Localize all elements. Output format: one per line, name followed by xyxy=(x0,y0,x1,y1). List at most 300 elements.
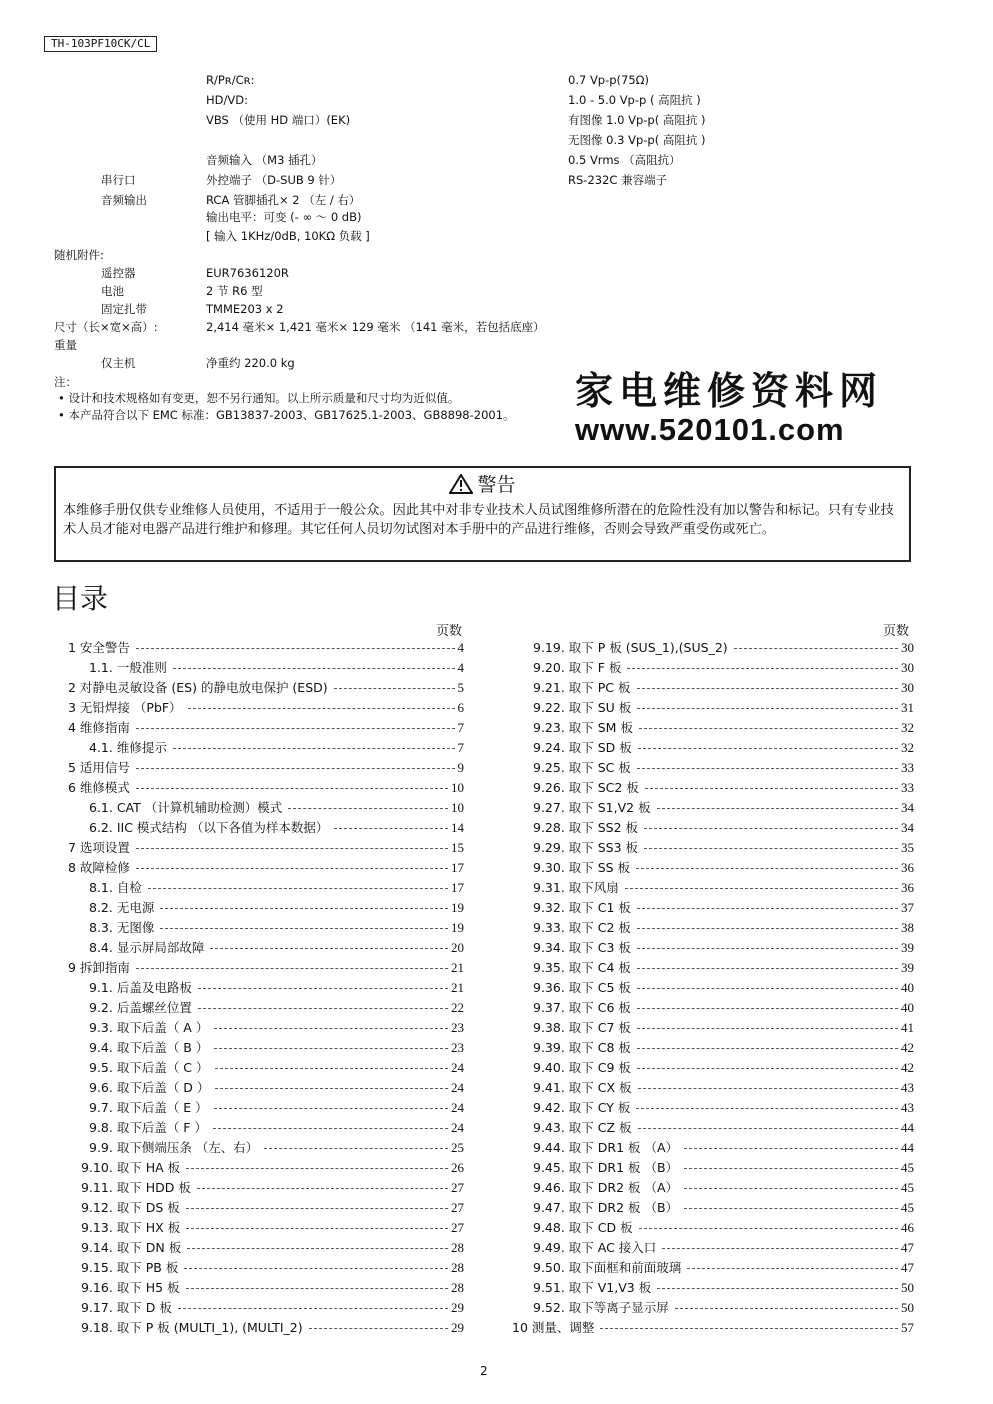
toc-entry[interactable] xyxy=(89,738,464,758)
toc-leader xyxy=(637,1048,898,1049)
toc-leader xyxy=(637,708,898,709)
toc-entry-label: 9.43. 取下 CZ 板 xyxy=(533,1120,632,1135)
toc-entry-label: 9.38. 取下 C7 板 xyxy=(533,1020,631,1035)
toc-entry[interactable] xyxy=(533,918,914,938)
toc-entry[interactable] xyxy=(68,758,464,778)
watermark-url: www.520101.com xyxy=(575,412,845,447)
toc-entry-page: 46 xyxy=(901,1220,914,1235)
toc-entry[interactable] xyxy=(81,1238,464,1258)
warning-header xyxy=(56,474,909,496)
toc-leader xyxy=(188,708,455,709)
toc-leader xyxy=(334,828,448,829)
toc-leader xyxy=(637,1068,898,1069)
toc-leader xyxy=(687,1268,898,1269)
toc-entry-page: 27 xyxy=(451,1180,464,1195)
toc-entry-page: 4 xyxy=(457,640,464,655)
toc-entry-page: 30 xyxy=(901,640,914,655)
toc-entry-page: 28 xyxy=(451,1260,464,1275)
toc-entry-label: 9.19. 取下 P 板 (SUS_1),(SUS_2) xyxy=(533,640,728,655)
toc-entry[interactable] xyxy=(533,1078,914,1098)
spec-value: 有图像 1.0 Vp-p( 高阻抗 ) xyxy=(568,113,706,127)
toc-entry[interactable] xyxy=(533,738,914,758)
toc-leader xyxy=(136,848,448,849)
toc-entry-page: 39 xyxy=(901,960,914,975)
toc-entry-page: 42 xyxy=(901,1060,914,1075)
toc-leader xyxy=(638,748,898,749)
toc-entry-label: 9.50. 取下面框和前面玻璃 xyxy=(533,1260,682,1275)
toc-leader xyxy=(214,1028,448,1029)
toc-entry-label: 9 拆卸指南 xyxy=(68,960,130,975)
toc-entry-label: 10 测量、调整 xyxy=(512,1320,595,1335)
toc-entry-label: 7 选项设置 xyxy=(68,840,130,855)
toc-entry-label: 9.24. 取下 SD 板 xyxy=(533,740,632,755)
toc-entry-label: 9.42. 取下 CY 板 xyxy=(533,1100,631,1115)
toc-entry-page: 38 xyxy=(901,920,914,935)
toc-entry-label: 9.27. 取下 S1,V2 板 xyxy=(533,800,651,815)
spec-value: RS-232C 兼容端子 xyxy=(568,173,668,187)
toc-entry[interactable] xyxy=(68,858,464,878)
spec-item: 音频输入 （M3 插孔） xyxy=(206,153,323,167)
spec-item: R/Pʀ/Cʀ: xyxy=(206,73,255,87)
toc-leader xyxy=(638,1088,898,1089)
toc-entry[interactable] xyxy=(89,1078,464,1098)
toc-entry[interactable] xyxy=(68,778,464,798)
toc-entry[interactable] xyxy=(533,1298,914,1318)
toc-entry-label: 9.23. 取下 SM 板 xyxy=(533,720,633,735)
toc-entry-label: 9.15. 取下 PB 板 xyxy=(81,1260,179,1275)
toc-entry-label: 4.1. 维修提示 xyxy=(89,740,167,755)
toc-leader xyxy=(637,988,898,989)
toc-leader xyxy=(684,1188,898,1189)
toc-leader xyxy=(184,1268,448,1269)
toc-leader xyxy=(148,888,448,889)
toc-leader xyxy=(213,1128,448,1129)
toc-entry-page: 37 xyxy=(901,900,914,915)
toc-entry-label: 8.3. 无图像 xyxy=(89,920,155,935)
toc-entry-page: 33 xyxy=(901,760,914,775)
toc-entry[interactable] xyxy=(89,938,464,958)
spec-value: 1.0 - 5.0 Vp-p ( 高阻抗 ) xyxy=(568,93,701,107)
toc-entry[interactable] xyxy=(533,778,914,798)
toc-entry-page: 21 xyxy=(451,980,464,995)
toc-entry-label: 9.32. 取下 C1 板 xyxy=(533,900,631,915)
toc-entry-label: 9.37. 取下 C6 板 xyxy=(533,1000,631,1015)
toc-entry-page: 39 xyxy=(901,940,914,955)
toc-entry[interactable] xyxy=(533,898,914,918)
toc-entry-page: 36 xyxy=(901,860,914,875)
toc-entry[interactable] xyxy=(533,798,914,818)
spec-item: HD/VD: xyxy=(206,93,248,107)
toc-entry[interactable] xyxy=(68,638,464,658)
toc-leader xyxy=(637,1008,898,1009)
toc-entry[interactable] xyxy=(533,1218,914,1238)
toc-leader xyxy=(173,748,455,749)
toc-entry-page: 14 xyxy=(451,820,464,835)
toc-entry[interactable] xyxy=(533,958,914,978)
toc-leader xyxy=(187,1248,448,1249)
toc-entry[interactable] xyxy=(68,838,464,858)
toc-entry-label: 9.7. 取下后盖（ E ） xyxy=(89,1100,208,1115)
toc-leader xyxy=(684,1148,898,1149)
toc-leader xyxy=(657,808,898,809)
toc-leader xyxy=(334,688,455,689)
toc-leader xyxy=(309,1328,448,1329)
toc-entry-label: 9.20. 取下 F 板 xyxy=(533,660,622,675)
toc-entry[interactable] xyxy=(533,858,914,878)
model-number: TH-103PF10CK/CL xyxy=(44,36,157,52)
toc-leader xyxy=(136,728,455,729)
toc-entry-label: 9.26. 取下 SC2 板 xyxy=(533,780,639,795)
toc-entry[interactable] xyxy=(533,1258,914,1278)
toc-entry-label: 6 维修模式 xyxy=(68,780,130,795)
toc-leader xyxy=(637,688,899,689)
toc-entry[interactable] xyxy=(533,1118,914,1138)
toc-entry-label: 9.11. 取下 HDD 板 xyxy=(81,1180,191,1195)
toc-entry-page: 24 xyxy=(451,1100,464,1115)
toc-entry-page: 10 xyxy=(451,780,464,795)
toc-title: 目录 xyxy=(52,582,109,615)
toc-entry[interactable] xyxy=(81,1178,464,1198)
toc-entry[interactable] xyxy=(68,678,464,698)
toc-entry[interactable] xyxy=(533,1138,914,1158)
spec-item: [ 输入 1KHz/0dB, 10KΩ 负载 ] xyxy=(206,229,370,243)
toc-entry[interactable] xyxy=(89,918,464,938)
warning-box xyxy=(54,466,911,562)
warning-triangle-icon xyxy=(449,474,473,494)
toc-entry-label: 9.44. 取下 DR1 板 （A） xyxy=(533,1140,679,1155)
toc-entry-page: 22 xyxy=(451,1000,464,1015)
toc-entry-page: 24 xyxy=(451,1120,464,1135)
toc-leader xyxy=(657,1288,898,1289)
toc-entry[interactable] xyxy=(81,1258,464,1278)
toc-entry-label: 9.49. 取下 AC 接入口 xyxy=(533,1240,657,1255)
toc-entry-page: 40 xyxy=(901,980,914,995)
toc-leader xyxy=(662,1248,898,1249)
toc-entry-page: 45 xyxy=(901,1200,914,1215)
toc-entry[interactable] xyxy=(89,1118,464,1138)
toc-entry-label: 9.2. 后盖螺丝位置 xyxy=(89,1000,192,1015)
toc-entry-label: 6.2. IIC 模式结构 （以下各值为样本数据） xyxy=(89,820,329,835)
toc-entry-page: 29 xyxy=(451,1320,464,1335)
toc-leader xyxy=(638,1128,898,1129)
toc-leader xyxy=(173,668,455,669)
toc-entry-label: 9.28. 取下 SS2 板 xyxy=(533,820,639,835)
toc-entry[interactable] xyxy=(68,698,464,718)
toc-leader xyxy=(639,728,898,729)
dimensions-value: 2,414 毫米× 1,421 毫米× 129 毫米 （141 毫米，若包括底座） xyxy=(206,320,545,334)
toc-entry-label: 9.33. 取下 C2 板 xyxy=(533,920,631,935)
toc-entry-label: 9.36. 取下 C5 板 xyxy=(533,980,631,995)
toc-entry[interactable] xyxy=(81,1278,464,1298)
spec-item: 输出电平：可变 (- ∞ ～ 0 dB) xyxy=(206,210,362,224)
toc-entry-page: 32 xyxy=(901,740,914,755)
note-item: • 本产品符合以下 EMC 标准：GB13837-2003、GB17625.1-2003、GB8898-2001。 xyxy=(58,408,515,422)
weight-sub-label: 仅主机 xyxy=(101,356,136,370)
toc-page-label-right: 页数 xyxy=(883,624,910,639)
toc-entry[interactable] xyxy=(533,1058,914,1078)
toc-entry[interactable] xyxy=(68,718,464,738)
toc-leader xyxy=(644,828,898,829)
toc-entry[interactable] xyxy=(81,1318,464,1338)
toc-entry[interactable] xyxy=(533,998,914,1018)
toc-entry[interactable] xyxy=(89,1098,464,1118)
spec-item: RCA 管脚插孔× 2 （左 / 右） xyxy=(206,193,361,207)
toc-entry-label: 9.10. 取下 HA 板 xyxy=(81,1160,181,1175)
toc-entry-label: 9.30. 取下 SS 板 xyxy=(533,860,631,875)
toc-entry-page: 10 xyxy=(451,800,464,815)
toc-entry-label: 9.40. 取下 C9 板 xyxy=(533,1060,631,1075)
weight-label: 重量 xyxy=(54,338,77,352)
spec-item: VBS （使用 HD 端口）(EK) xyxy=(206,113,351,127)
toc-entry[interactable] xyxy=(533,818,914,838)
toc-entry-page: 15 xyxy=(451,840,464,855)
spec-value: 0.7 Vp-p(75Ω) xyxy=(568,73,649,87)
toc-entry-page: 19 xyxy=(451,920,464,935)
toc-leader xyxy=(186,1288,448,1289)
accessory-name: 固定扎带 xyxy=(101,302,147,316)
spec-value: 无图像 0.3 Vp-p( 高阻抗 ) xyxy=(568,133,706,147)
toc-leader xyxy=(178,1308,448,1309)
toc-leader xyxy=(136,968,448,969)
toc-leader xyxy=(675,1308,898,1309)
toc-entry-label: 9.21. 取下 PC 板 xyxy=(533,680,631,695)
warning-text: 本维修手册仅供专业维修人员使用，不适用于一般公众。因此其中对非专业技术人员试图维修所潜在的危险性没有加以警告和标记。只有专业技术人员才能对电器产品进行维护和修理。其它任何人员切勿试图对本手册中的产品进行维修，否则会导致严重受伤或死亡。 xyxy=(63,503,894,537)
toc-entry-page: 40 xyxy=(901,1000,914,1015)
toc-leader xyxy=(210,948,448,949)
toc-entry-page: 47 xyxy=(901,1260,914,1275)
toc-entry-label: 9.18. 取下 P 板 (MULTI_1), (MULTI_2) xyxy=(81,1320,303,1335)
toc-entry[interactable] xyxy=(533,1178,914,1198)
toc-leader xyxy=(215,1068,448,1069)
toc-entry-page: 7 xyxy=(457,740,464,755)
note-item: • 设计和技术规格如有变更，恕不另行通知。以上所示质量和尺寸均为近似值。 xyxy=(58,391,460,405)
toc-leader xyxy=(186,1208,448,1209)
toc-leader xyxy=(637,928,898,929)
toc-leader xyxy=(197,1188,448,1189)
toc-entry-label: 9.35. 取下 C4 板 xyxy=(533,960,631,975)
toc-leader xyxy=(636,868,898,869)
toc-leader xyxy=(637,768,898,769)
toc-entry-page: 34 xyxy=(901,820,914,835)
toc-entry-label: 9.6. 取下后盖（ D ） xyxy=(89,1080,210,1095)
toc-entry-page: 34 xyxy=(901,800,914,815)
toc-entry-label: 9.8. 取下后盖（ F ） xyxy=(89,1120,207,1135)
toc-entry-page: 25 xyxy=(451,1140,464,1155)
toc-entry[interactable] xyxy=(533,758,914,778)
toc-leader xyxy=(186,1228,448,1229)
toc-entry-label: 9.45. 取下 DR1 板 （B） xyxy=(533,1160,679,1175)
accessory-name: 遥控器 xyxy=(101,266,136,280)
toc-leader xyxy=(214,1048,448,1049)
accessory-name: 电池 xyxy=(101,284,124,298)
toc-leader xyxy=(636,1108,898,1109)
toc-leader xyxy=(198,1008,448,1009)
toc-entry[interactable] xyxy=(89,1018,464,1038)
toc-entry-label: 9.5. 取下后盖（ C ） xyxy=(89,1060,209,1075)
toc-entry-label: 9.22. 取下 SU 板 xyxy=(533,700,632,715)
toc-entry[interactable] xyxy=(89,798,464,818)
toc-entry-page: 21 xyxy=(451,960,464,975)
toc-entry-page: 27 xyxy=(451,1200,464,1215)
toc-leader xyxy=(160,908,448,909)
toc-entry-label: 3 无铅焊接 （PbF） xyxy=(68,700,182,715)
toc-entry[interactable] xyxy=(533,878,914,898)
toc-entry-label: 9.12. 取下 DS 板 xyxy=(81,1200,180,1215)
toc-entry[interactable] xyxy=(81,1198,464,1218)
accessory-value: EUR7636120R xyxy=(206,266,289,280)
toc-entry[interactable] xyxy=(89,1058,464,1078)
toc-entry[interactable] xyxy=(512,1318,914,1338)
toc-entry[interactable] xyxy=(89,1138,464,1158)
toc-entry[interactable] xyxy=(89,878,464,898)
toc-leader xyxy=(186,1168,448,1169)
toc-leader xyxy=(684,1168,898,1169)
toc-entry-page: 33 xyxy=(901,780,914,795)
toc-entry[interactable] xyxy=(533,1278,914,1298)
toc-leader xyxy=(637,908,898,909)
toc-entry-page: 17 xyxy=(451,860,464,875)
toc-entry[interactable] xyxy=(89,818,464,838)
toc-entry-label: 8 故障检修 xyxy=(68,860,130,875)
toc-leader xyxy=(215,1088,448,1089)
toc-entry-page: 43 xyxy=(901,1080,914,1095)
toc-leader xyxy=(627,668,898,669)
toc-entry-label: 9.4. 取下后盖（ B ） xyxy=(89,1040,209,1055)
toc-entry[interactable] xyxy=(533,678,914,698)
toc-leader xyxy=(136,788,448,789)
toc-entry[interactable] xyxy=(533,1038,914,1058)
toc-entry-label: 1.1. 一般准则 xyxy=(89,660,167,675)
toc-entry[interactable] xyxy=(533,838,914,858)
toc-entry[interactable] xyxy=(81,1298,464,1318)
toc-entry-page: 31 xyxy=(901,700,914,715)
toc-entry[interactable] xyxy=(533,1238,914,1258)
toc-leader xyxy=(198,988,448,989)
toc-entry-page: 7 xyxy=(457,720,464,735)
toc-entry-page: 42 xyxy=(901,1040,914,1055)
toc-leader xyxy=(684,1208,898,1209)
spec-label: 串行口 xyxy=(101,173,136,187)
toc-entry-label: 8.2. 无电源 xyxy=(89,900,155,915)
toc-entry-page: 47 xyxy=(901,1240,914,1255)
toc-entry-page: 45 xyxy=(901,1160,914,1175)
toc-leader xyxy=(734,648,898,649)
toc-entry[interactable] xyxy=(533,1098,914,1118)
toc-entry-page: 57 xyxy=(901,1320,914,1335)
spec-item: 外控端子 （D-SUB 9 针） xyxy=(206,173,342,187)
toc-entry-page: 6 xyxy=(457,700,464,715)
toc-entry-label: 1 安全警告 xyxy=(68,640,130,655)
page-number: 2 xyxy=(480,1364,488,1378)
toc-entry-page: 45 xyxy=(901,1180,914,1195)
toc-entry-page: 50 xyxy=(901,1280,914,1295)
toc-entry-page: 24 xyxy=(451,1060,464,1075)
toc-entry-label: 9.52. 取下等离子显示屏 xyxy=(533,1300,669,1315)
toc-entry-label: 9.39. 取下 C8 板 xyxy=(533,1040,631,1055)
toc-leader xyxy=(637,968,898,969)
toc-entry-label: 9.48. 取下 CD 板 xyxy=(533,1220,633,1235)
toc-entry-page: 26 xyxy=(451,1160,464,1175)
toc-entry-page: 28 xyxy=(451,1280,464,1295)
toc-leader xyxy=(264,1148,448,1149)
dimensions-label: 尺寸（长×宽×高）: xyxy=(54,320,158,334)
toc-entry-page: 35 xyxy=(901,840,914,855)
toc-entry[interactable] xyxy=(89,898,464,918)
toc-entry-label: 9.17. 取下 D 板 xyxy=(81,1300,172,1315)
toc-entry-label: 9.46. 取下 DR2 板 （A） xyxy=(533,1180,679,1195)
notes-heading: 注： xyxy=(54,375,77,389)
toc-entry[interactable] xyxy=(533,978,914,998)
toc-entry[interactable] xyxy=(89,978,464,998)
toc-entry[interactable] xyxy=(533,938,914,958)
toc-entry-label: 9.13. 取下 HX 板 xyxy=(81,1220,181,1235)
toc-entry[interactable] xyxy=(81,1218,464,1238)
toc-entry-label: 2 对静电灵敏设备 (ES) 的静电放电保护 (ESD) xyxy=(68,680,328,695)
toc-entry-page: 27 xyxy=(451,1220,464,1235)
accessory-value: 2 节 R6 型 xyxy=(206,284,263,298)
toc-entry[interactable] xyxy=(89,1038,464,1058)
toc-leader xyxy=(214,1108,448,1109)
toc-entry[interactable] xyxy=(81,1158,464,1178)
toc-entry-label: 8.4. 显示屏局部故障 xyxy=(89,940,205,955)
toc-entry[interactable] xyxy=(533,638,914,658)
toc-entry-label: 9.1. 后盖及电路板 xyxy=(89,980,192,995)
toc-entry-page: 41 xyxy=(901,1020,914,1035)
toc-entry-label: 9.9. 取下侧端压条 （左、右） xyxy=(89,1140,259,1155)
toc-entry[interactable] xyxy=(533,698,914,718)
toc-leader xyxy=(644,848,898,849)
weight-value: 净重约 220.0 kg xyxy=(206,356,295,370)
toc-entry-label: 9.29. 取下 SS3 板 xyxy=(533,840,639,855)
toc-entry-label: 9.31. 取下风扇 xyxy=(533,880,619,895)
toc-entry-page: 50 xyxy=(901,1300,914,1315)
toc-entry[interactable] xyxy=(533,658,914,678)
toc-entry-page: 36 xyxy=(901,880,914,895)
toc-entry-page: 4 xyxy=(457,660,464,675)
toc-entry[interactable] xyxy=(89,998,464,1018)
toc-entry-label: 8.1. 自检 xyxy=(89,880,142,895)
toc-page-label-left: 页数 xyxy=(436,624,463,639)
toc-entry[interactable] xyxy=(533,1018,914,1038)
toc-entry-page: 30 xyxy=(901,660,914,675)
toc-leader xyxy=(637,948,898,949)
toc-entry[interactable] xyxy=(533,1158,914,1178)
toc-entry-page: 44 xyxy=(901,1120,914,1135)
toc-entry-page: 32 xyxy=(901,720,914,735)
toc-leader xyxy=(637,1028,898,1029)
toc-entry-label: 9.14. 取下 DN 板 xyxy=(81,1240,182,1255)
toc-entry[interactable] xyxy=(533,1198,914,1218)
toc-entry-page: 43 xyxy=(901,1100,914,1115)
toc-entry-page: 20 xyxy=(451,940,464,955)
toc-entry-label: 9.51. 取下 V1,V3 板 xyxy=(533,1280,652,1295)
toc-leader xyxy=(288,808,448,809)
toc-entry-page: 17 xyxy=(451,880,464,895)
accessories-heading: 随机附件: xyxy=(54,248,104,262)
toc-entry[interactable] xyxy=(89,658,464,678)
toc-entry[interactable] xyxy=(533,718,914,738)
toc-entry-page: 44 xyxy=(901,1140,914,1155)
accessory-value: TMME203 x 2 xyxy=(206,302,284,316)
spec-label: 音频输出 xyxy=(101,193,147,207)
toc-entry[interactable] xyxy=(68,958,464,978)
toc-leader xyxy=(600,1328,898,1329)
warning-title: 警告 xyxy=(477,474,516,496)
toc-entry-page: 19 xyxy=(451,900,464,915)
watermark-title: 家电维修资料网 xyxy=(575,368,884,413)
toc-entry-label: 9.41. 取下 CX 板 xyxy=(533,1080,632,1095)
toc-entry-page: 23 xyxy=(451,1040,464,1055)
